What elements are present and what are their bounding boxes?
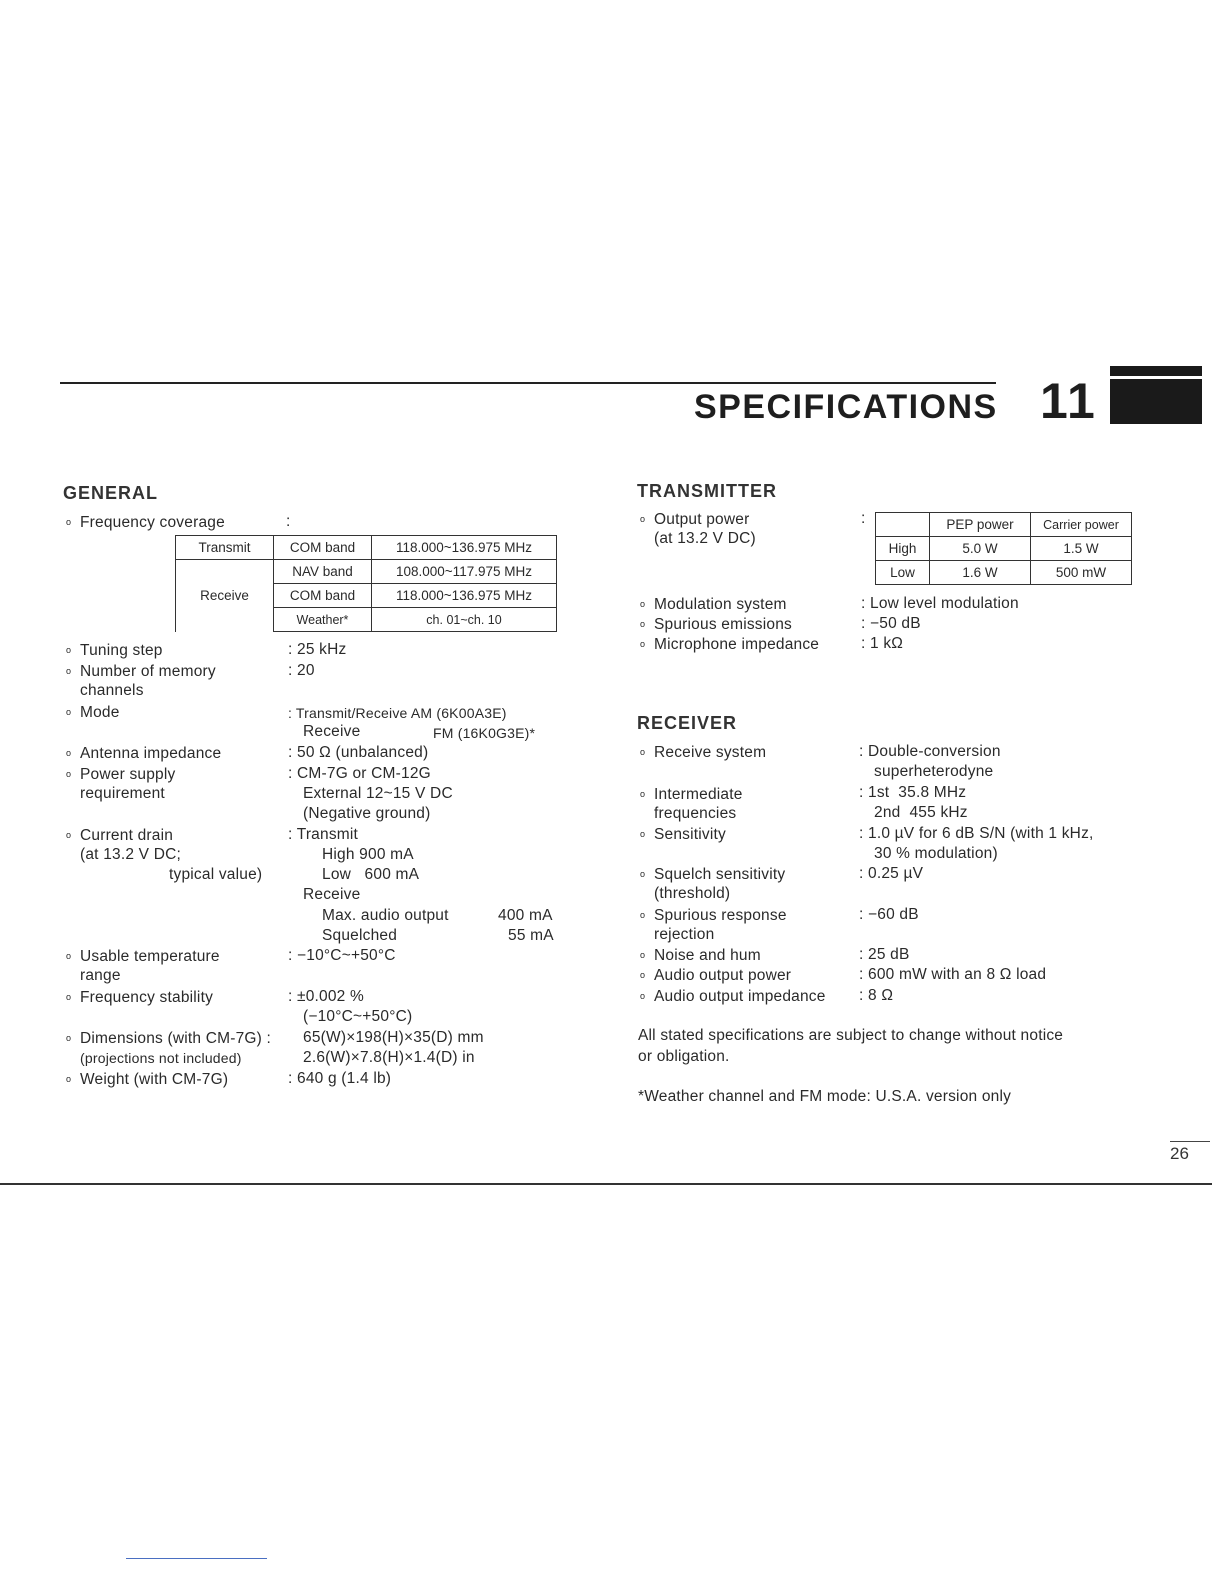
mic-impedance-label: o Microphone impedance xyxy=(640,636,820,653)
current-drain-label-2: (at 13.2 V DC; xyxy=(80,846,182,863)
temperature-label-2: range xyxy=(80,967,121,984)
power-pep: 5.0 W xyxy=(930,537,1031,561)
receiver-heading: RECEIVER xyxy=(637,713,738,733)
range-cell: 108.000~117.975 MHz xyxy=(372,560,557,584)
change-notice-2: or obligation. xyxy=(638,1048,730,1065)
squelch-label-2: (threshold) xyxy=(654,885,731,902)
temperature-label: o Usable temperature xyxy=(66,948,220,965)
current-drain-label-3: typical value) xyxy=(169,866,263,883)
freq-coverage-label: o Frequency coverage xyxy=(66,514,225,531)
power-row-name: Low xyxy=(876,561,930,585)
audio-power-value: : 600 mW with an 8 Ω load xyxy=(859,966,1047,983)
if-value: : 1st 35.8 MHz xyxy=(859,784,967,801)
if-label-2: frequencies xyxy=(654,805,737,822)
weight-value: : 640 g (1.4 lb) xyxy=(288,1070,392,1087)
general-heading: GENERAL xyxy=(63,483,159,503)
power-supply-label-2: requirement xyxy=(80,785,165,802)
chapter-tab xyxy=(1110,366,1202,424)
chapter-tab-stripe xyxy=(1110,376,1202,379)
weight-label: o Weight (with CM-7G) xyxy=(66,1071,229,1088)
squelch-label: o Squelch sensitivity xyxy=(640,866,786,883)
mode-value: : Transmit/Receive AM (6K00A3E) xyxy=(288,705,507,721)
current-squelched: Squelched xyxy=(322,927,398,944)
output-power-label: o Output power xyxy=(640,511,750,528)
sensitivity-label: o Sensitivity xyxy=(640,826,726,843)
power-supply-label: o Power supply xyxy=(66,766,176,783)
receive-cell: Receive xyxy=(176,560,274,632)
freq-stability-value-2: (−10°C~+50°C) xyxy=(303,1008,413,1025)
freq-stability-label: o Frequency stability xyxy=(66,989,214,1006)
header-rule xyxy=(60,382,996,384)
mode-fm: FM (16K0G3E)* xyxy=(433,725,536,741)
output-power-label-2: (at 13.2 V DC) xyxy=(654,530,756,547)
output-power-colon: : xyxy=(861,510,866,527)
spurious-rejection-label: o Spurious response xyxy=(640,907,787,924)
frequency-coverage-table xyxy=(175,535,557,632)
power-supply-value-2: External 12~15 V DC xyxy=(303,785,453,802)
receive-system-value-2: superheterodyne xyxy=(874,763,994,780)
sensitivity-value-2: 30 % modulation) xyxy=(874,845,998,862)
receive-system-label: o Receive system xyxy=(640,744,767,761)
transmit-cell: Transmit xyxy=(176,536,274,560)
range-cell: 118.000~136.975 MHz xyxy=(372,536,557,560)
current-low: Low 600 mA xyxy=(322,866,420,883)
squelch-value: : 0.25 µV xyxy=(859,865,924,882)
audio-power-label: o Audio output power xyxy=(640,967,792,984)
power-supply-value-3: (Negative ground) xyxy=(303,805,431,822)
mic-impedance-value: : 1 kΩ xyxy=(861,635,904,652)
transmitter-heading: TRANSMITTER xyxy=(637,481,777,501)
receive-system-value: : Double-conversion xyxy=(859,743,1001,760)
weather-footnote: *Weather channel and FM mode: U.S.A. version only xyxy=(638,1088,1012,1105)
power-carrier: 1.5 W xyxy=(1031,537,1132,561)
noise-hum-value: : 25 dB xyxy=(859,946,910,963)
temperature-value: : −10°C~+50°C xyxy=(288,947,396,964)
range-cell: 118.000~136.975 MHz xyxy=(372,584,557,608)
band-cell: COM band xyxy=(274,536,372,560)
current-max-audio: Max. audio output xyxy=(322,907,449,924)
band-cell: COM band xyxy=(274,584,372,608)
dimensions-label: o Dimensions (with CM-7G) : xyxy=(66,1030,272,1047)
page-title: SPECIFICATIONS xyxy=(694,388,998,426)
current-max-audio-value: 400 mA xyxy=(498,907,553,924)
dimensions-value: 65(W)×198(H)×35(D) mm xyxy=(303,1029,484,1046)
current-transmit: : Transmit xyxy=(288,826,359,843)
current-high: High 900 mA xyxy=(322,846,414,863)
spurious-label: o Spurious emissions xyxy=(640,616,792,633)
power-carrier: 500 mW xyxy=(1031,561,1132,585)
chapter-number: 11 xyxy=(1040,373,1097,429)
dimensions-value-2: 2.6(W)×7.8(H)×1.4(D) in xyxy=(303,1049,475,1066)
empty-cell xyxy=(876,513,930,537)
antenna-value: : 50 Ω (unbalanced) xyxy=(288,744,429,761)
if-label: o Intermediate xyxy=(640,786,743,803)
antenna-label: o Antenna impedance xyxy=(66,745,222,762)
memory-label-2: channels xyxy=(80,682,144,699)
output-power-table xyxy=(875,512,1132,585)
noise-hum-label: o Noise and hum xyxy=(640,947,761,964)
memory-label: o Number of memory xyxy=(66,663,216,680)
dimensions-label-2: (projections not included) xyxy=(80,1050,242,1066)
band-cell: NAV band xyxy=(274,560,372,584)
sensitivity-value: : 1.0 µV for 6 dB S/N (with 1 kHz, xyxy=(859,825,1094,842)
spurious-rejection-value: : −60 dB xyxy=(859,906,919,923)
pep-header: PEP power xyxy=(930,513,1031,537)
audio-impedance-label: o Audio output impedance xyxy=(640,988,826,1005)
freq-stability-value: : ±0.002 % xyxy=(288,988,364,1005)
tuning-step-label: o Tuning step xyxy=(66,642,163,659)
if-value-2: 2nd 455 kHz xyxy=(874,804,968,821)
memory-value: : 20 xyxy=(288,662,315,679)
carrier-header: Carrier power xyxy=(1031,513,1132,537)
tuning-step-value: : 25 kHz xyxy=(288,641,347,658)
current-drain-label: o Current drain xyxy=(66,827,174,844)
power-pep: 1.6 W xyxy=(930,561,1031,585)
power-supply-value: : CM-7G or CM-12G xyxy=(288,765,431,782)
band-cell: Weather* xyxy=(274,608,372,632)
bottom-mark xyxy=(126,1558,267,1559)
audio-impedance-value: : 8 Ω xyxy=(859,987,894,1004)
mode-label: o Mode xyxy=(66,704,120,721)
power-row-name: High xyxy=(876,537,930,561)
modulation-label: o Modulation system xyxy=(640,596,787,613)
modulation-value: : Low level modulation xyxy=(861,595,1019,612)
change-notice: All stated specifications are subject to change without notice xyxy=(638,1027,1064,1044)
current-squelched-value: 55 mA xyxy=(508,927,554,944)
freq-coverage-colon: : xyxy=(286,513,291,530)
mode-receive: Receive xyxy=(303,723,361,740)
spurious-rejection-label-2: rejection xyxy=(654,926,715,943)
page-number: 26 xyxy=(1170,1144,1189,1163)
footer-rule xyxy=(0,1183,1212,1185)
range-cell: ch. 01~ch. 10 xyxy=(372,608,557,632)
spurious-value: : −50 dB xyxy=(861,615,921,632)
current-receive: Receive xyxy=(303,886,361,903)
page-number-rule xyxy=(1170,1141,1210,1142)
